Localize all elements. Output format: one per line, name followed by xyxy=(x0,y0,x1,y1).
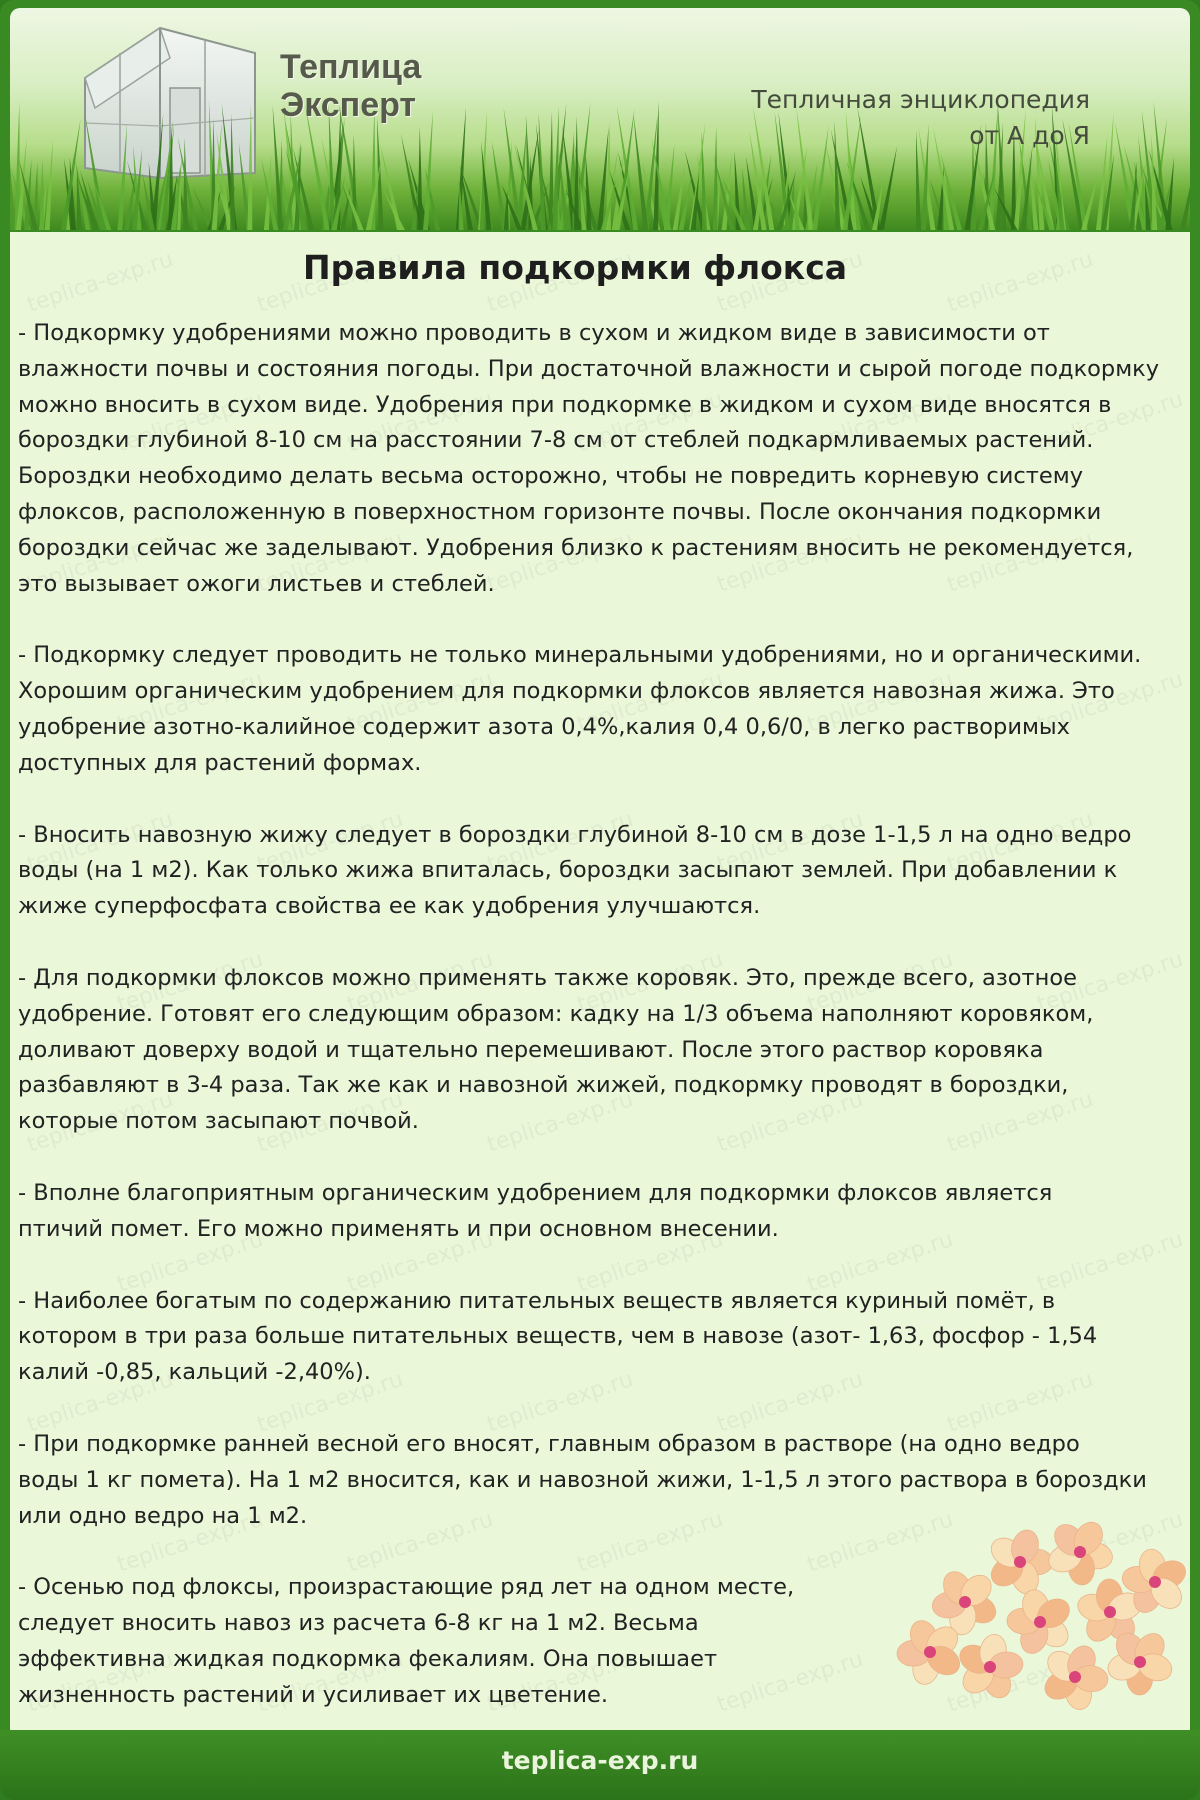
flower-blossom xyxy=(1040,1642,1109,1712)
phlox-flowers-image xyxy=(870,1492,1190,1730)
flower-blossom xyxy=(1045,1517,1116,1586)
paragraph-6: - Наиболее богатым по содержанию питательных веществ является куриный помёт, в котором в три раза больше питательных веществ, чем в навозе (азот- 1,63, фосфор - 1,54 калий -0,85, кальций -2,40%). xyxy=(18,1287,1098,1386)
flower-blossom xyxy=(1006,1587,1074,1658)
paragraph-3: - Вносить навозную жижу следует в бороздки глубиной 8-10 см в дозе 1-1,5 л на одно ведро воды (на 1 м2). Как только жижа впиталась, бороздки засыпают землей. При добавлении к жиже суперфосфата свойства ее как удобрения улучшаются. xyxy=(18,821,1132,920)
site-tagline xyxy=(751,82,1090,154)
tagline-line-1: Тепличная энциклопедия xyxy=(751,85,1090,114)
paragraph-7: - При подкормке ранней весной его вносят, главным образом в растворе (на одно ведро воды 1 кг помета). На 1 м2 вносится, как и навозной жижи, 1-1,5 л этого раствора в бороздки или одно ведро на 1 м2. xyxy=(18,1430,1147,1529)
flower-blossom xyxy=(955,1632,1025,1702)
paragraph-5: - Вполне благоприятным органическим удобрением для подкормки флоксов является птичий помет. Его можно применять и при основном внесении. xyxy=(18,1179,1053,1242)
logo-line-2: Эксперт xyxy=(280,86,417,124)
article-title: Правила подкормки флокса xyxy=(302,248,848,287)
footer-site-link[interactable]: teplica-exp.ru xyxy=(501,1746,699,1775)
header-banner xyxy=(10,8,1190,230)
paragraph-1: - Подкормку удобрениями можно проводить в сухом и жидком виде в зависимости от влажности почвы и состояния погоды. При достаточной влажности и сырой погоде подкормку можно вносить в сухом виде. Удобрения при подкормке в жидком и сухом виде вносятся в бороздки глубиной 8-10 см на расстоянии 7-8 см от стеблей подкармливаемых растений. Бороздки необходимо делать весьма осторожно, чтобы не повредить корневую систему флоксов, расположенную в поверхностном горизонте почвы. После окончания подкормки бороздки сейчас же заделывают. Удобрения близко к растениям вносить не рекомендуется, это вызывает ожоги листьев и стеблей. xyxy=(18,320,1160,597)
flower-blossom xyxy=(930,1567,1000,1637)
paragraph-8: - Осенью под флоксы, произрастающие ряд лет на одном месте, следует вносить навоз из расчета 6-8 кг на 1 м2. Весьма эффективна жидкая подкормка фекалиям. Она повышает жизненность растений и усиливает их цветение. xyxy=(18,1574,795,1708)
flower-blossom xyxy=(986,1527,1053,1598)
footer-bar xyxy=(0,1730,1200,1800)
article-content xyxy=(10,232,1190,1730)
logo-line-1: Теплица xyxy=(280,48,422,86)
site-logo[interactable] xyxy=(280,48,421,124)
tagline-line-2: от А до Я xyxy=(969,121,1090,150)
paragraph-2: - Подкормку следует проводить не только минеральными удобрениями, но и органическими. Хорошим органическим удобрением для подкормки флоксов является навозная жижа. Это удобрение азотно-калийное содержит азота 0,4%,калия 0,4 0,6/0, в легко растворимых доступных для растений формах. xyxy=(18,642,1142,776)
paragraph-4: - Для подкормки флоксов можно применять также коровяк. Это, прежде всего, азотное удобрение. Готовят его следующим образом: кадку на 1/3 объема наполняют коровяком, доливают доверху водой и тщательно перемешивают. После этого раствор коровяка разбавляют в 3-4 раза. Так же как и навозной жижей, подкормку проводят в бороздки, которые потом засыпают почвой. xyxy=(18,964,1094,1135)
